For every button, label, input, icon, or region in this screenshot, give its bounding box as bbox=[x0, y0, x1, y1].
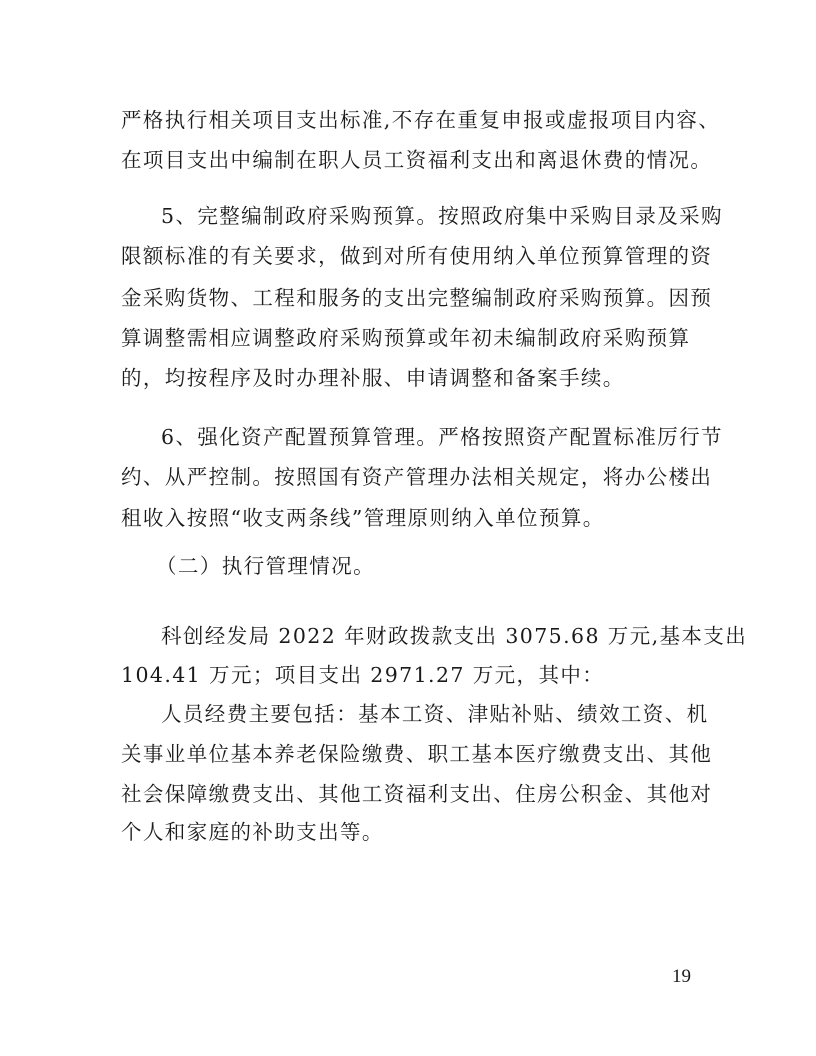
text-line: 严格执行相关项目支出标准,不存在重复申报或虚报项目内容、 bbox=[121, 108, 721, 132]
section-heading: （二）执行管理情况。 bbox=[156, 554, 375, 578]
text-line: 限额标准的有关要求，做到对所有使用纳入单位预算管理的资 bbox=[121, 244, 713, 268]
text-line: 人员经费主要包括：基本工资、津贴补贴、绩效工资、机 bbox=[161, 702, 709, 726]
text-line: 5、完整编制政府采购预算。按照政府集中采购目录及采购 bbox=[161, 204, 723, 228]
text-line: 社会保障缴费支出、其他工资福利支出、住房公积金、其他对 bbox=[121, 782, 713, 806]
text-line: 104.41 万元；项目支出 2971.27 万元，其中： bbox=[121, 663, 605, 687]
page-number: 19 bbox=[672, 966, 691, 987]
text-line: 租收入按照“收支两条线”管理原则纳入单位预算。 bbox=[121, 506, 605, 530]
text-line: 约、从严控制。按照国有资产管理办法相关规定，将办公楼出 bbox=[121, 465, 713, 489]
text-line: 算调整需相应调整政府采购预算或年初未编制政府采购预算 bbox=[121, 326, 691, 350]
text-line: 在项目支出中编制在职人员工资福利支出和离退休费的情况。 bbox=[121, 148, 713, 172]
text-line: 6、强化资产配置预算管理。严格按照资产配置标准厉行节 bbox=[161, 425, 723, 449]
text-line: 关事业单位基本养老保险缴费、职工基本医疗缴费支出、其他 bbox=[121, 742, 713, 766]
text-line: 金采购货物、工程和服务的支出完整编制政府采购预算。因预 bbox=[121, 286, 713, 310]
text-line: 科创经发局 2022 年财政拨款支出 3075.68 万元,基本支出 bbox=[161, 624, 748, 648]
text-line: 的，均按程序及时办理补服、申请调整和备案手续。 bbox=[121, 366, 625, 390]
text-line: 个人和家庭的补助支出等。 bbox=[121, 820, 384, 844]
